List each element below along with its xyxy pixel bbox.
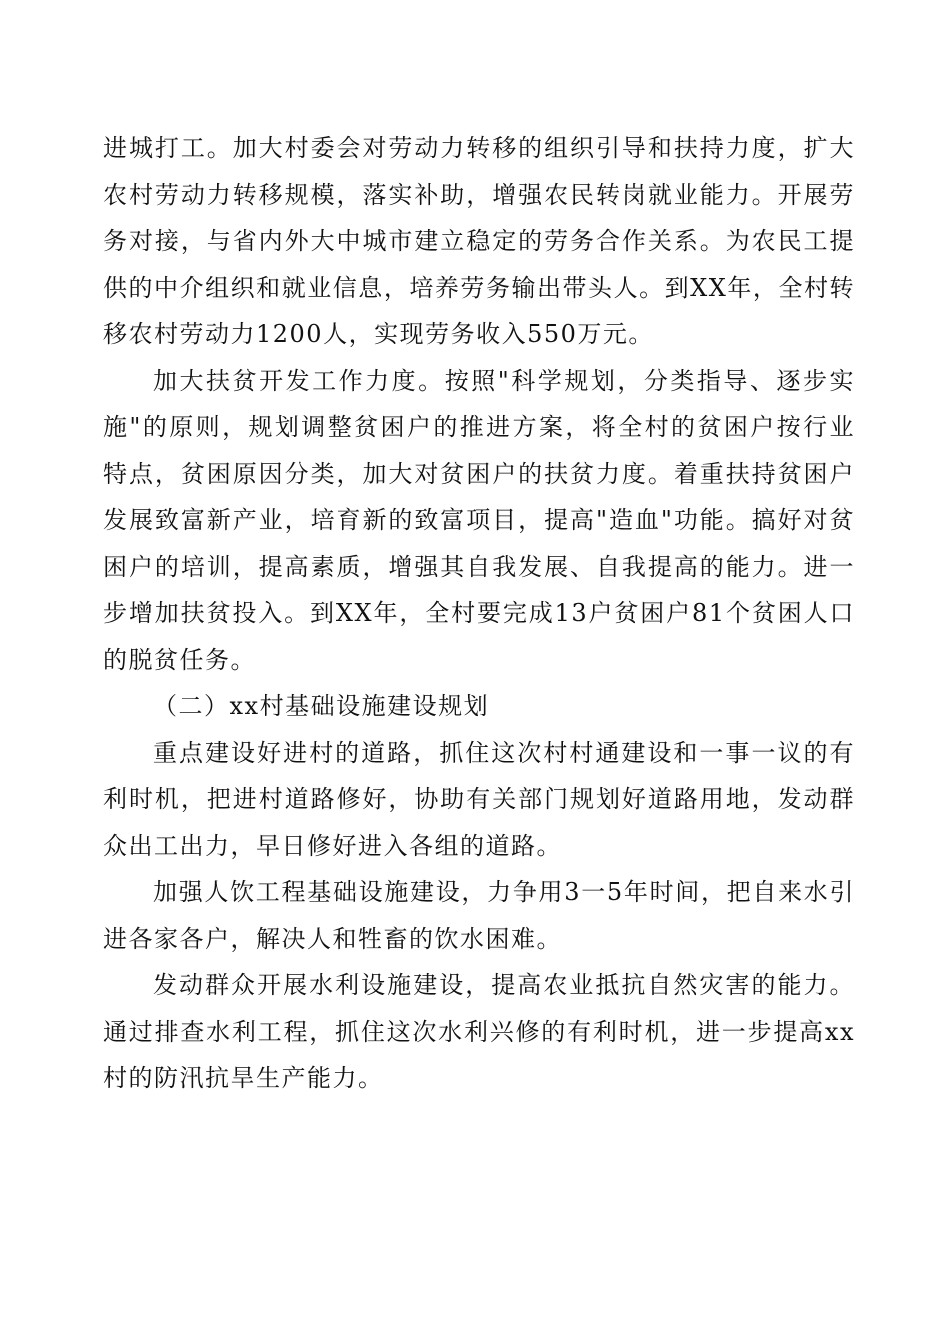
paragraph-labor-transfer: 进城打工。加大村委会对劳动力转移的组织引导和扶持力度，扩大农村劳动力转移规模，落实补助，增强农民转岗就业能力。开展劳务对接，与省内外大中城市建立稳定的劳务合作关系。为农民工提供的中介组织和就业信息，培养劳务输出带头人。到XX年，全村转移农村劳动力1200人，实现劳务收入550万元。 bbox=[103, 134, 855, 348]
section-heading-infrastructure: （二）xx村基础设施建设规划 bbox=[153, 692, 490, 720]
paragraph-water-conservancy: 发动群众开展水利设施建设，提高农业抵抗自然灾害的能力。通过排查水利工程，抓住这次水利兴修的有利时机，进一步提高xx村的防汛抗旱生产能力。 bbox=[103, 971, 855, 1092]
paragraph-poverty-alleviation: 加大扶贫开发工作力度。按照"科学规划，分类指导、逐步实施"的原则，规划调整贫困户的推进方案，将全村的贫困户按行业特点，贫困原因分类，加大对贫困户的扶贫力度。着重扶持贫困户发展致富新产业，培育新的致富项目，提高"造血"功能。搞好对贫困户的培训，提高素质，增强其自我发展、自我提高的能力。进一步增加扶贫投入。到XX年，全村要完成13户贫困户81个贫困人口的脱贫任务。 bbox=[103, 366, 855, 674]
document-body bbox=[103, 125, 855, 1102]
paragraph-roads: 重点建设好进村的道路，抓住这次村村通建设和一事一议的有利时机，把进村道路修好，协助有关部门规划好道路用地，发动群众出工出力，早日修好进入各组的道路。 bbox=[103, 738, 855, 860]
paragraph-drinking-water: 加强人饮工程基础设施建设，力争用3一5年时间，把自来水引进各家各户，解决人和牲畜的饮水困难。 bbox=[103, 878, 855, 953]
